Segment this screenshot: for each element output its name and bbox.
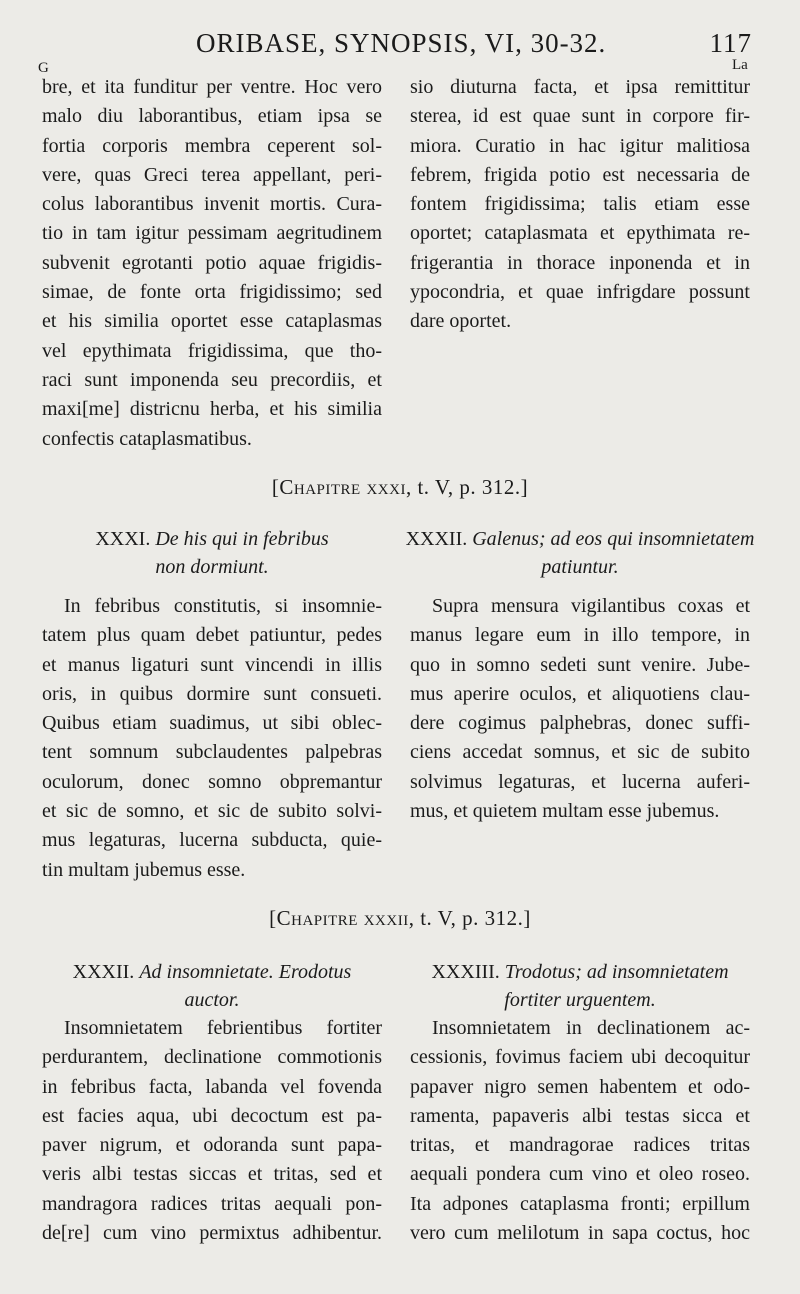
text-line: et his similia oportet esse cataplasmas <box>42 310 382 333</box>
text-line: mus, et quietem multam esse jubemus. <box>410 800 720 823</box>
text-line: Supra mensura vigilantibus coxas et <box>432 595 750 617</box>
text-line: paver nigrum, et odoranda sunt papa- <box>42 1134 382 1157</box>
text-line: Ita adpones cataplasma fronti; erpillum <box>410 1192 750 1215</box>
text-line: colus laborantibus invenit mortis. Cura- <box>42 193 382 216</box>
top-left-column <box>42 73 382 454</box>
text-line: mus legaturas, lucerna subducta, quie- <box>42 829 382 852</box>
text-line: papaver nigro semen habentem et odo- <box>410 1075 750 1098</box>
page-number: 117 <box>709 28 752 58</box>
text-line: sio diuturna facta, et ipsa remittitur <box>410 76 750 98</box>
section-number: XXXIII. <box>431 961 500 983</box>
text-line: fortia corporis membra ceperent sol- <box>42 134 382 157</box>
text-line: dere cogimus palphebras, donec suffi- <box>410 712 750 735</box>
text-line: vel epythimata frigidissima, que tho- <box>42 339 382 362</box>
text-line: mus aperire oculos, et aliquotiens clau- <box>410 682 750 705</box>
text-line: aequali pondera cum vino et oleo roseo. <box>410 1163 750 1186</box>
section-title-cont: fortiter urguentem. <box>504 989 656 1011</box>
section-title: Trodotus; ad insomnietatem <box>504 961 729 983</box>
text-line: veris albi testas siccas et tritas, sed et <box>42 1163 382 1186</box>
text-line: tent somnum subclaudentes palpebras <box>42 741 382 764</box>
text-line: sterea, id est quae sunt in corpore fir- <box>410 105 750 128</box>
text-line: tatem plus quam debet patiuntur, pedes <box>42 624 382 647</box>
text-line: manus legare eum in illo tempore, in <box>410 624 750 647</box>
section-32-erodotus-body <box>42 1014 382 1248</box>
chapter-reference <box>0 475 800 500</box>
section-title: Ad insomnietate. Erodotus <box>139 961 352 983</box>
text-line: quo in somno sedeti sunt venire. Jube- <box>410 653 750 676</box>
text-line: cessionis, fovimus faciem ubi decoquitur <box>410 1046 750 1069</box>
chapter-label: Chapitre xxxi <box>279 475 406 499</box>
text-line: oportet; cataplasmata et epythimata re- <box>410 222 750 245</box>
chapter-location: , t. V, p. 312.] <box>408 906 531 930</box>
section-heading <box>37 958 387 1014</box>
text-line: subvenit egrotanti potio aquae frigidis- <box>42 251 382 274</box>
signature-mark-left: G <box>38 60 49 76</box>
section-33-body <box>410 1014 750 1248</box>
text-line: Quibus etiam suadimus, ut sibi oblec- <box>42 712 382 735</box>
page-header <box>38 28 762 60</box>
text-line: simae, de fonte orta frigidissimo; sed <box>42 281 382 304</box>
text-line: fontem frigidissima; talis etiam esse <box>410 193 750 216</box>
text-line: maxi[me] districnu herba, et his similia <box>42 398 382 421</box>
text-line: mandragora radices tritas aequali pon- <box>42 1192 382 1215</box>
section-title-cont: patiuntur. <box>541 556 619 578</box>
text-line: confectis cataplasmatibus. <box>42 427 252 450</box>
section-32-galenus-body <box>410 592 750 826</box>
text-line: ramenta, papaveris albi testas sicca et <box>410 1104 750 1127</box>
text-line: malo diu laborantibus, etiam ipsa se <box>42 105 382 128</box>
section-heading <box>405 525 755 581</box>
text-line: tin multam jubemus esse. <box>42 858 246 881</box>
section-heading <box>405 958 755 1014</box>
top-right-column <box>410 73 750 337</box>
section-number: XXXII. <box>72 961 135 983</box>
text-line: tritas, et mandragorae radices tritas <box>410 1134 750 1157</box>
text-line: ciens accedat somnus, et sic de subito <box>410 741 750 764</box>
text-line: bre, et ita funditur per ventre. Hoc vero <box>42 76 382 98</box>
bracket: [ <box>271 475 280 499</box>
text-line: in febribus facta, labanda vel fovenda <box>42 1075 382 1098</box>
section-heading <box>37 525 387 581</box>
chapter-label: Chapitre xxxii <box>276 906 409 930</box>
text-line: miora. Curatio in hac igitur malitiosa <box>410 134 750 157</box>
section-title: Galenus; ad eos qui insomnietatem <box>472 528 755 550</box>
section-title-cont: auctor. <box>184 989 240 1011</box>
bracket: [ <box>269 906 277 930</box>
text-line: vere, quas Greci terea appellant, peri- <box>42 163 382 186</box>
running-title: ORIBASE, SYNOPSIS, VI, 30-32. <box>196 28 607 58</box>
text-line: febrem, frigida potio est necessaria de <box>410 163 750 186</box>
text-line: raci sunt imponenda seu precordiis, et <box>42 368 382 391</box>
text-line: oris, in quibus dormire sunt consueti. <box>42 682 382 705</box>
section-title: De his qui in febribus <box>155 528 329 550</box>
text-line: est facies aqua, ubi decoctum est pa- <box>42 1104 382 1127</box>
text-line: In febribus constitutis, si insomnie- <box>64 595 382 617</box>
text-line: perdurantem, declinatione commotionis <box>42 1046 382 1069</box>
text-line: et manus ligaturi sunt vincendi in illis <box>42 653 382 676</box>
text-line: oculorum, donec somno obpremantur <box>42 770 382 793</box>
signature-mark-right: La <box>732 57 748 73</box>
text-line: Insomnietatem febrientibus fortiter <box>64 1017 382 1039</box>
section-title-cont: non dormiunt. <box>155 556 269 578</box>
text-line: de[re] cum vino permixtus adhibentur. <box>42 1222 382 1245</box>
section-number: XXXII. <box>405 528 468 550</box>
text-line: tio in tam igitur pessimam aegritudinem <box>42 222 382 245</box>
chapter-reference <box>0 906 800 931</box>
text-line: solvimus legaturas, et lucerna auferi- <box>410 770 750 793</box>
text-line: dare oportet. <box>410 310 512 333</box>
text-line: frigerantia in thorace inponenda et in <box>410 251 750 274</box>
section-31-body <box>42 592 382 885</box>
text-line: Insomnietatem in declinationem ac- <box>432 1017 750 1039</box>
text-line: ypocondria, et quae infrigdare possunt <box>410 281 750 304</box>
text-line: et sic de somno, et sic de subito solvi- <box>42 800 382 823</box>
section-number: XXXI. <box>95 528 151 550</box>
chapter-location: , t. V, p. 312.] <box>405 475 529 499</box>
text-line: vero cum melilotum in sapa coctus, hoc <box>410 1222 750 1245</box>
